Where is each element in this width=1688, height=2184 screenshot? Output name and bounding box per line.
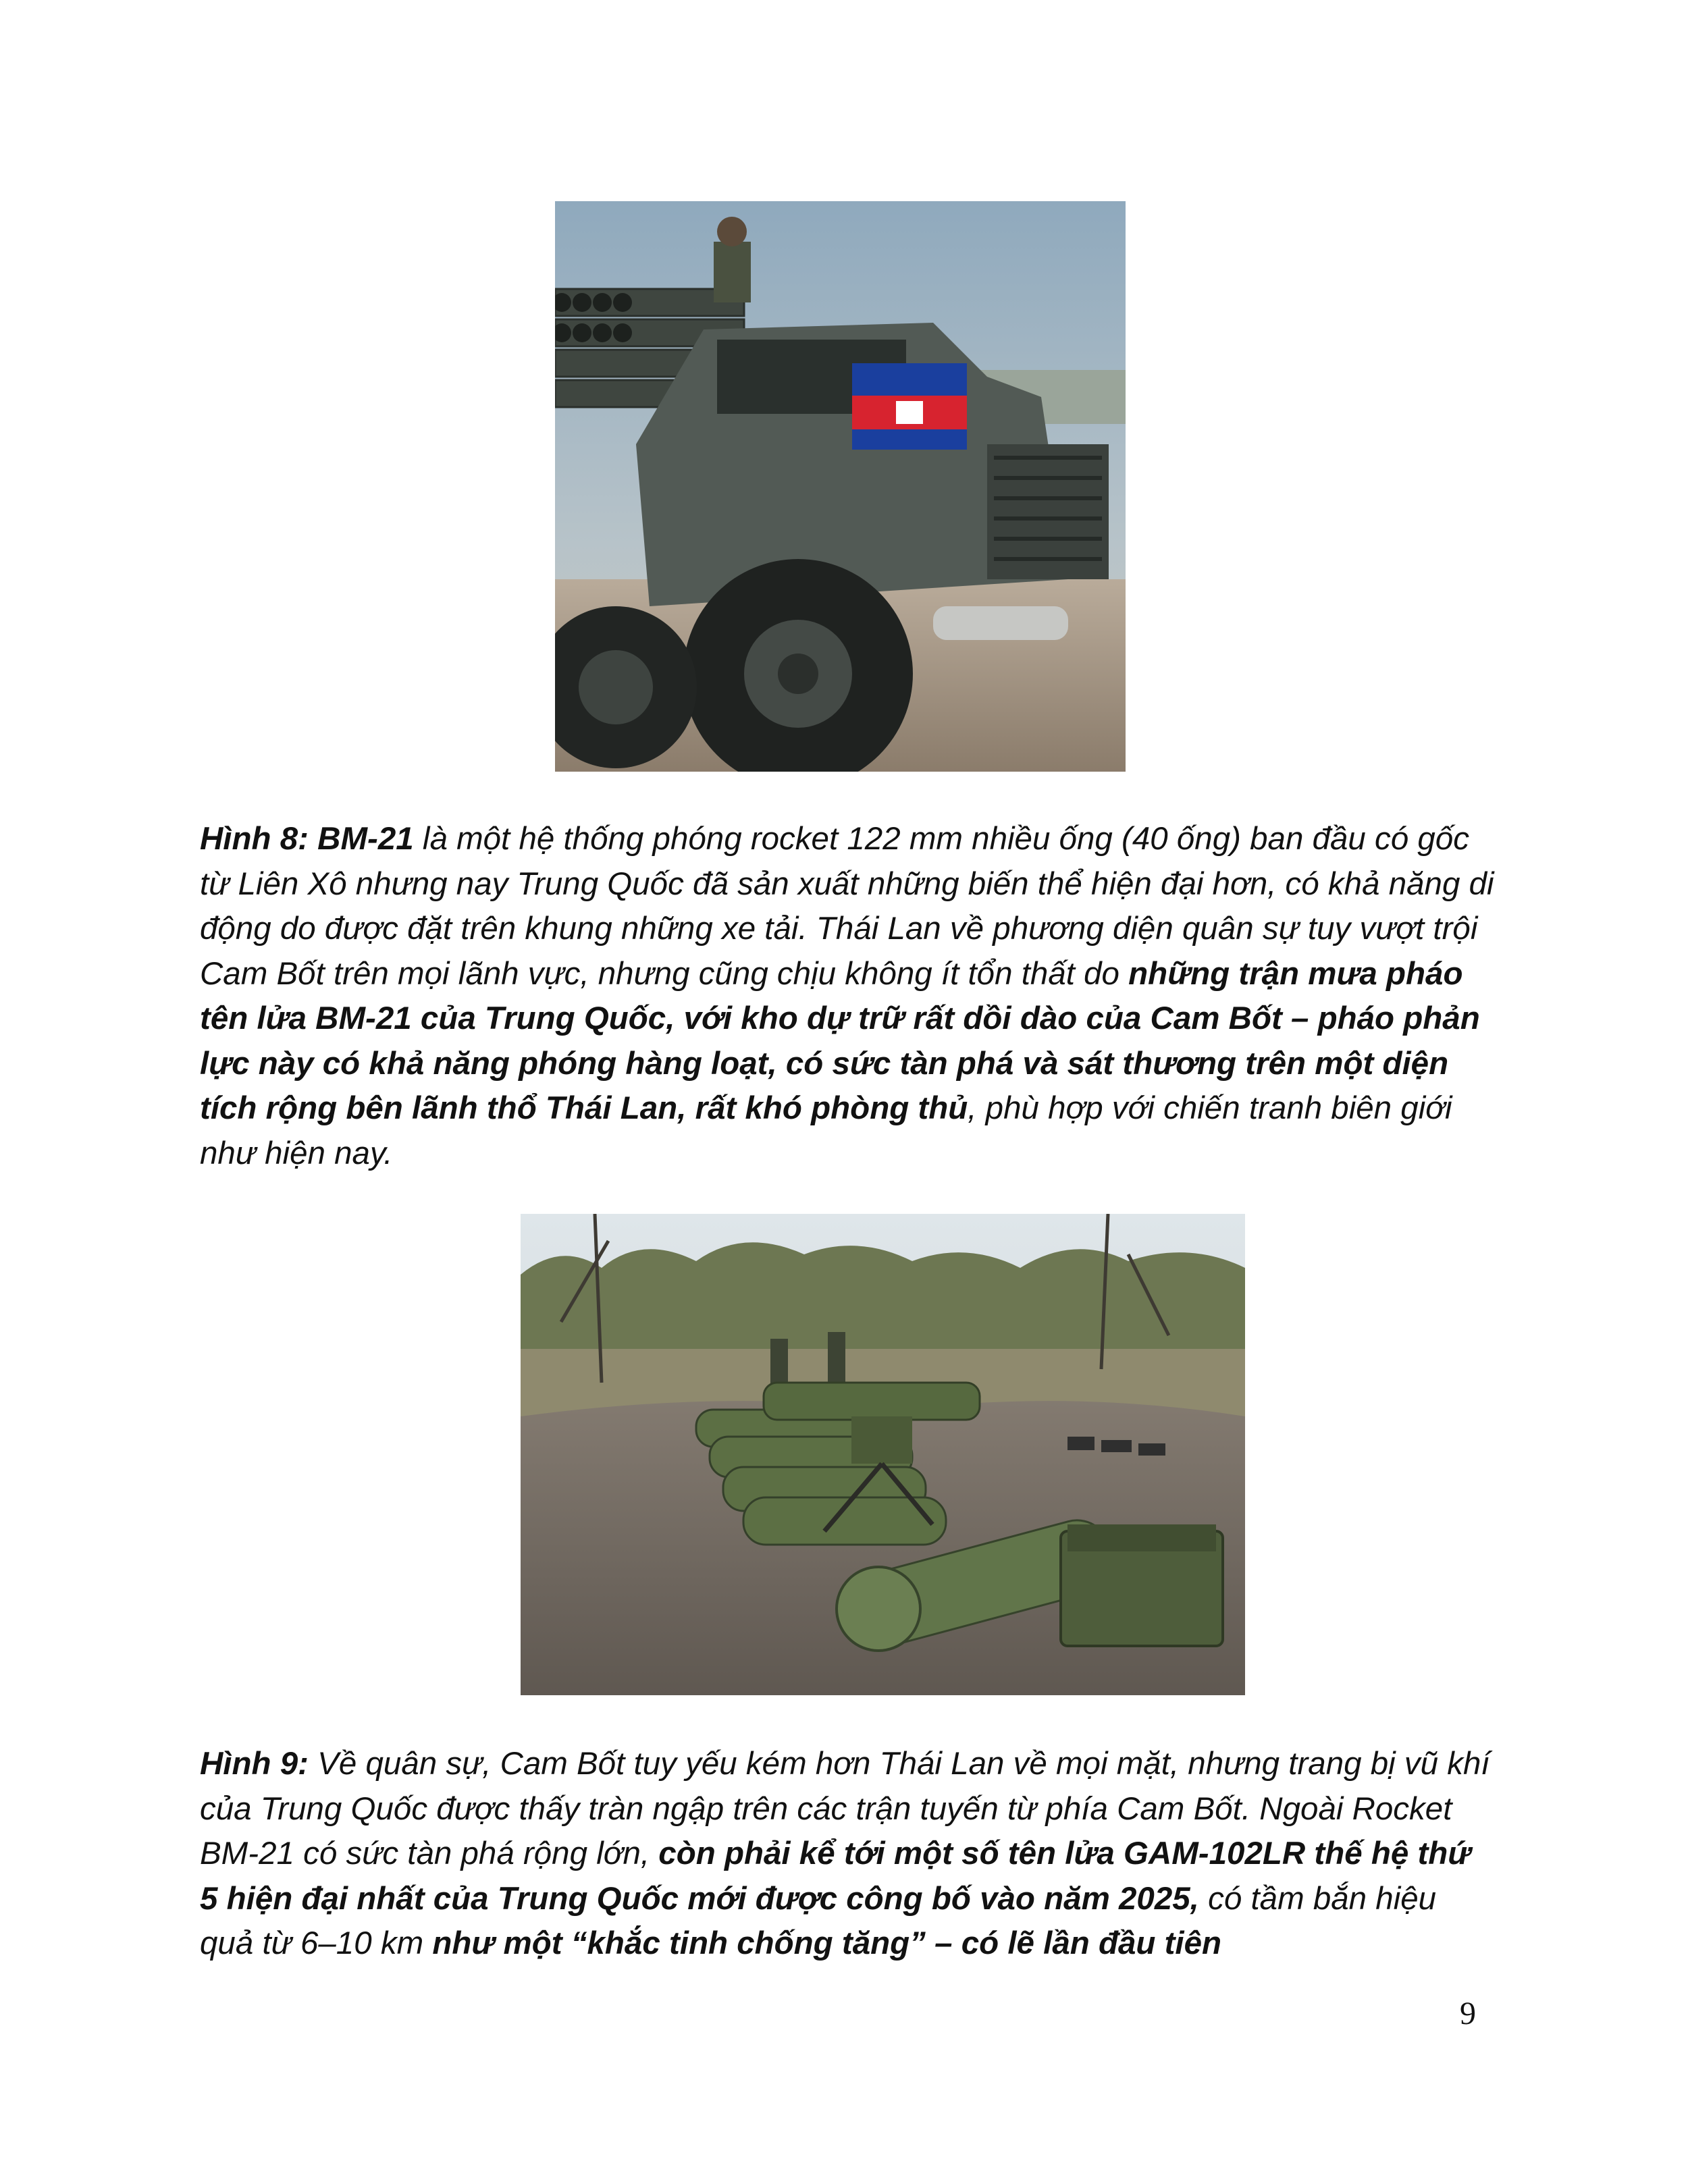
figure-8-bm21-photo [555,201,1126,772]
page-number: 9 [1460,1996,1476,2031]
figure-8-caption [200,817,1496,1176]
figure-8-label: Hình 8: [200,821,309,857]
figure-8-text-2: , phù hợp với chiến tranh biên giới như hiện nay. [200,1090,1452,1171]
figure-9-bold-2: như một “khắc tinh chống tăng” – có lẽ lần đầu tiên [432,1925,1222,1961]
bm21-truck-image [555,201,1126,772]
figure-8-lead-bold: BM-21 [317,821,414,857]
figure-9-text-2: có tầm bắn hiệu quả từ 6–10 km [200,1880,1437,1961]
figure-8-bold-1: những trận mưa pháo tên lửa BM-21 của Trung Quốc, với kho dự trữ rất dồi dào của Cam Bốt – pháo phản lực này có khả năng phóng hàng loạt, có sức tàn phá và sát thương trên một diện tích rộng bên lãnh thổ Thái Lan, rất khó phòng thủ [200,955,1480,1126]
figure-9-bold-1: còn phải kể tới một số tên lửa GAM-102LR thế hệ thứ 5 hiện đại nhất của Trung Quốc mới được công bố vào năm 2025, [200,1836,1471,1917]
figure-8-text-1: là một hệ thống phóng rocket 122 mm nhiều ống (40 ống) ban đầu có gốc từ Liên Xô nhưng nay Trung Quốc đã sản xuất những biến thể hiện đại hơn, có khả năng di động do được đặt trên khung những xe tải. Thái Lan về phương diện quân sự tuy vượt trội Cam Bốt trên mọi lãnh vực, nhưng cũng chịu không ít tổn thất do [200,821,1494,992]
figure-9-caption [200,1742,1496,1967]
figure-9-text-1: Về quân sự, Cam Bốt tuy yếu kém hơn Thái Lan về mọi mặt, nhưng trang bị vũ khí của Trung Quốc được thấy tràn ngập trên các trận tuyến từ phía Cam Bốt. Ngoài Rocket BM-21 có sức tàn phá rộng lớn, [200,1746,1490,1871]
figure-9-gam102lr-photo [521,1214,1245,1695]
gam102lr-launcher-image [521,1214,1245,1695]
figure-9-label: Hình 9: [200,1746,309,1782]
